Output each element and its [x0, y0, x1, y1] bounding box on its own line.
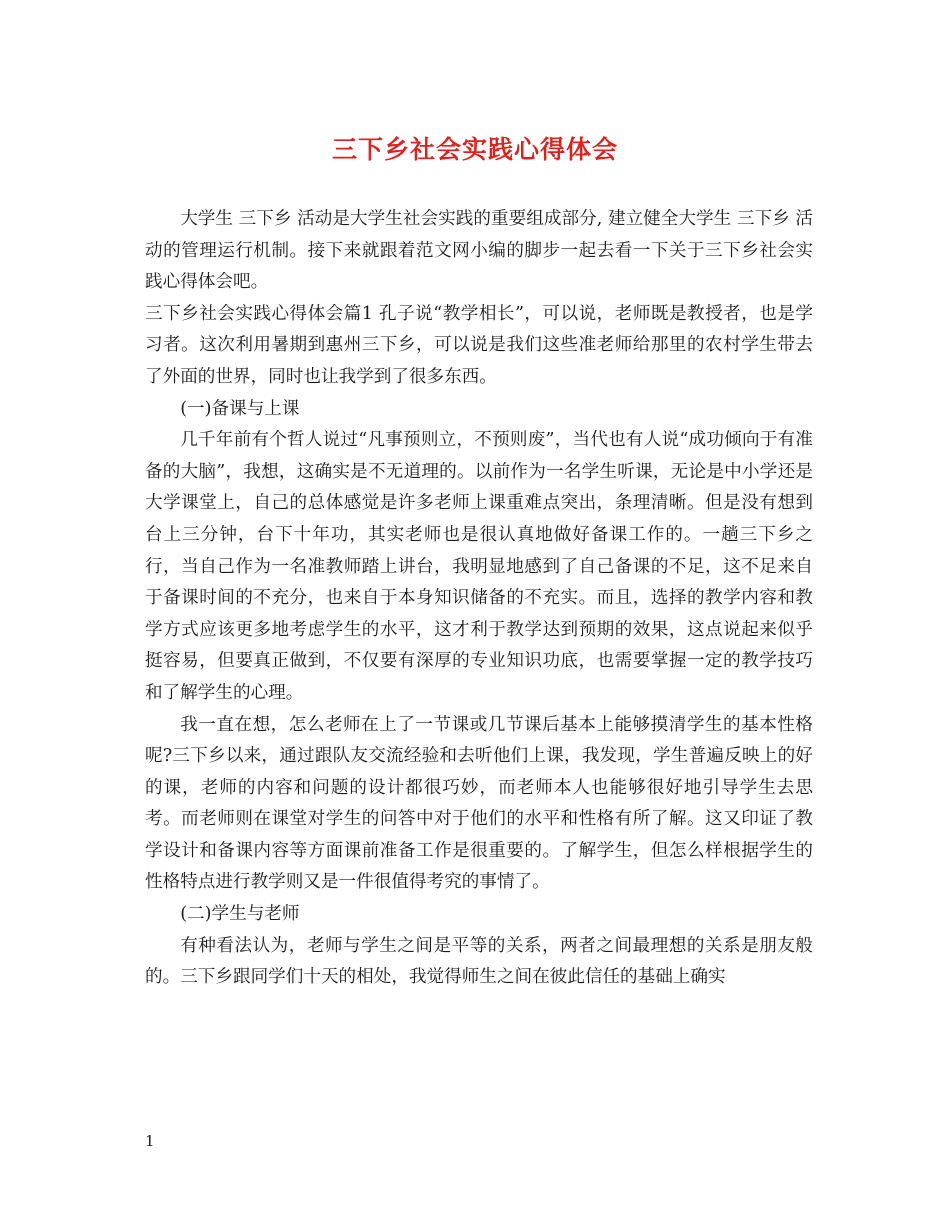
page-number: 1 — [145, 1132, 155, 1150]
essay-1-opening-paragraph: 三下乡社会实践心得体会篇1 孔子说“教学相长”，可以说，老师既是教授者，也是学习者。这次利用暑期到惠州三下乡，可以说是我们这些准老师给那里的农村学生带去了外面的世界，同时也让我学到了很多东西。 — [145, 303, 813, 387]
intro-paragraph: 大学生 三下乡 活动是大学生社会实践的重要组成部分, 建立健全大学生 三下乡 活动的管理运行机制。接下来就跟着范文网小编的脚步一起去看一下关于三下乡社会实践心得体会吧。 — [145, 209, 813, 293]
section-heading-students-teachers: (二)学生与老师 — [180, 904, 300, 925]
document-body — [145, 204, 813, 994]
body-paragraph: 几千年前有个哲人说过“凡事预则立，不预则废”，当代也有人说“成功倾向于有准备的大脑”，我想，这确实是不无道理的。以前作为一名学生听课，无论是中小学还是大学课堂上，自己的总体感觉是许多老师上课重难点突出，条理清晰。但是没有想到台上三分钟，台下十年功，其实老师也是很认真地做好备课工作的。一趟三下乡之行，当自己作为一名准教师踏上讲台，我明显地感到了自己备课的不足，这不足来自于备课时间的不充分，也来自于本身知识储备的不充实。而且，选择的教学内容和教学方式应该更多地考虑学生的水平，这才利于教学达到预期的效果，这点说起来似乎挺容易，但要真正做到，不仅要有深厚的专业知识功底，也需要掌握一定的教学技巧和了解学生的心理。 — [145, 430, 813, 703]
section-heading-preparation: (一)备课与上课 — [180, 398, 300, 419]
body-paragraph: 我一直在想，怎么老师在上了一节课或几节课后基本上能够摸清学生的基本性格呢?三下乡以来，通过跟队友交流经验和去听他们上课，我发现，学生普遍反映上的好的课，老师的内容和问题的设计都很巧妙，而老师本人也能够很好地引导学生去思考。而老师则在课堂对学生的问答中对于他们的水平和性格有所了解。这又印证了教学设计和备课内容等方面课前准备工作是很重要的。了解学生，但怎么样根据学生的性格特点进行教学则又是一件很值得考究的事情了。 — [145, 714, 813, 893]
body-paragraph: 有种看法认为，老师与学生之间是平等的关系，两者之间最理想的关系是朋友般的。三下乡跟同学们十天的相处，我觉得师生之间在彼此信任的基础上确实 — [145, 935, 813, 988]
page-title: 三下乡社会实践心得体会 — [331, 135, 618, 164]
